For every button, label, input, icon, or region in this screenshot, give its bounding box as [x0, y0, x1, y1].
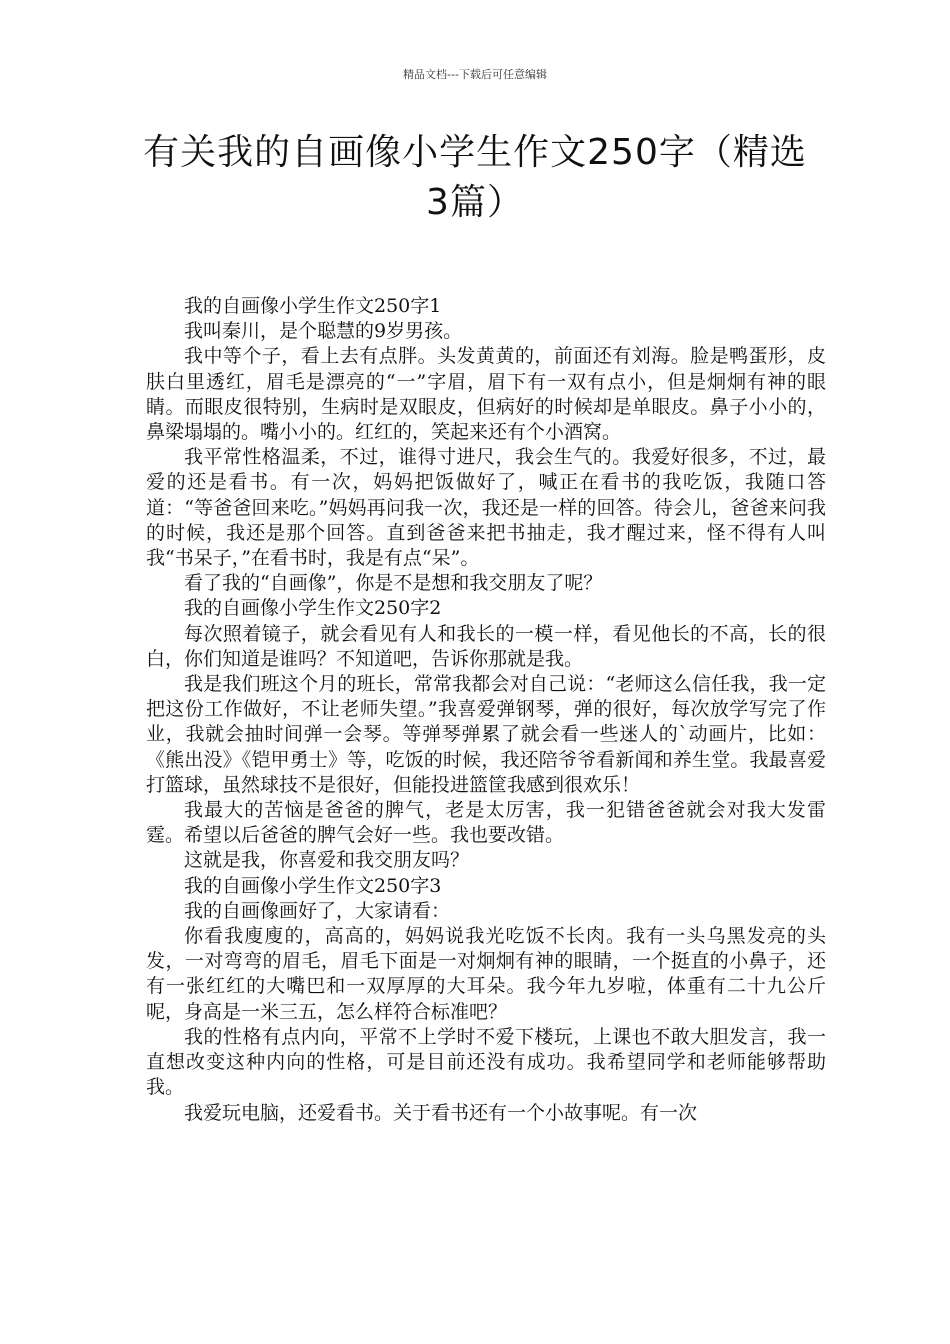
section-heading-3: 我的自画像小学生作文250字3 [184, 874, 442, 897]
document-body [146, 294, 826, 1126]
paragraph: 我爱玩电脑，还爱看书。关于看书还有一个小故事呢。有一次 [184, 1101, 698, 1124]
paragraph: 我是我们班这个月的班长，常常我都会对自己说：“老师这么信任我，我一定把这份工作做好，不让老师失望。”我喜爱弹钢琴，弹的很好，每次放学写完了作业，我就会抽时间弹一会琴。等弹琴弹累了就会看一些迷人的`动画片，比如：《熊出没》《铠甲勇士》等，吃饭的时候，我还陪爷爷看新闻和养生堂。我最喜爱打篮球，虽然球技不是很好，但能投进篮筐我感到很欢乐！ [146, 673, 826, 796]
paragraph: 我叫秦川，是个聪慧的9岁男孩。 [184, 320, 463, 343]
document-title: 有关我的自画像小学生作文250字（精选3篇） [143, 132, 807, 223]
paragraph: 我最大的苦恼是爸爸的脾气，老是太厉害，我一犯错爸爸就会对我大发雷霆。希望以后爸爸的脾气会好一些。我也要改错。 [146, 799, 826, 847]
paragraph: 看了我的“自画像”，你是不是想和我交朋友了呢？ [184, 572, 603, 595]
paragraph: 我平常性格温柔，不过，谁得寸进尺，我会生气的。我爱好很多，不过，最爱的还是看书。有一次，妈妈把饭做好了，喊正在看书的我吃饭，我随口答道：“等爸爸回来吃。”妈妈再问我一次，我还是一样的回答。待会儿，爸爸来问我的时候，我还是那个回答。直到爸爸来把书抽走，我才醒过来，怪不得有人叫我“书呆子，”在看书时，我是有点“呆”。 [146, 446, 826, 570]
section-heading-1: 我的自画像小学生作文250字1 [184, 295, 442, 317]
paragraph: 我中等个子，看上去有点胖。头发黄黄的，前面还有刘海。脸是鸭蛋形，皮肤白里透红，眉毛是漂亮的“一”字眉，眉下有一双有点小，但是炯炯有神的眼睛。而眼皮很特别，生病时是双眼皮，但病好的时候却是单眼皮。鼻子小小的，鼻梁塌塌的。嘴小小的。红红的，笑起来还有个小酒窝。 [146, 345, 826, 444]
section-heading-2: 我的自画像小学生作文250字2 [184, 597, 442, 620]
paragraph: 我的自画像画好了，大家请看： [184, 899, 451, 922]
paragraph: 这就是我，你喜爱和我交朋友吗？ [184, 849, 470, 872]
paragraph: 你看我廋廋的，高高的，妈妈说我光吃饭不长肉。我有一头乌黑发亮的头发，一对弯弯的眉毛，眉毛下面是一对炯炯有神的眼睛，一个挺直的小鼻子，还有一张红红的大嘴巴和一双厚厚的大耳朵。我今年九岁啦，体重有二十九公斤呢，身高是一米三五，怎么样符合标准吧？ [146, 925, 826, 1023]
paragraph: 我的性格有点内向，平常不上学时不爱下楼玩，上课也不敢大胆发言，我一直想改变这种内向的性格，可是目前还没有成功。我希望同学和老师能够帮助我。 [146, 1025, 826, 1099]
paragraph: 每次照着镜子，就会看见有人和我长的一模一样，看见他长的不高，长的很白，你们知道是谁吗？不知道吧，告诉你那就是我。 [146, 622, 826, 670]
header-note: 精品文档---下载后可任意编辑 [403, 68, 547, 81]
